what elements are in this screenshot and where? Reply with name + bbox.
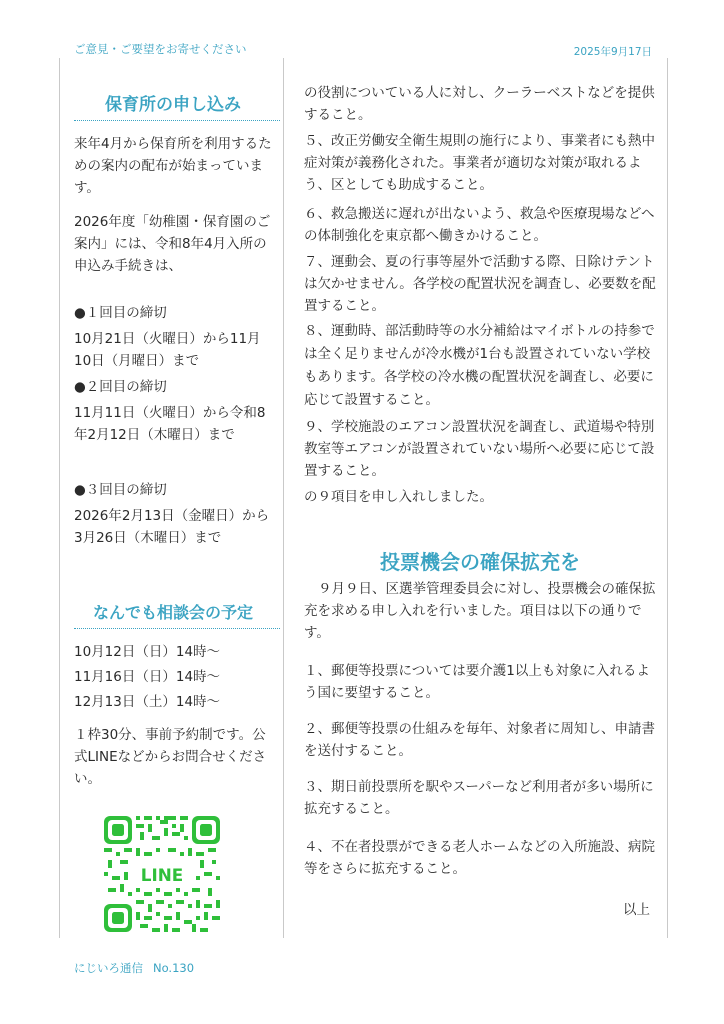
right-border [667, 58, 668, 938]
request-5 [304, 130, 656, 196]
request-7 [304, 251, 656, 317]
consultation-title: なんでも相談会の予定 [92, 603, 253, 622]
request-paragraph: ９、学校施設のエアコン設置状況を調査し、武道場や特別教室等エアコンが設置されていない場所へ必要に応じて設置すること。 [304, 419, 655, 479]
footer [74, 960, 194, 976]
line-qr-code[interactable] [104, 816, 220, 932]
voting-item: ３、期日前投票所を駅やスーパーなど利用者が多い場所に拡充すること。 [304, 779, 654, 817]
issue-number: No.130 [153, 961, 195, 975]
deadline-1 [74, 302, 272, 372]
voting-item: １、郵便等投票については要介護1以上も対象に入れるよう国に要望すること。 [304, 663, 650, 701]
voting-item-4 [304, 836, 656, 880]
title-divider [74, 120, 280, 121]
voting-lead [304, 578, 656, 644]
request-paragraph: の役割についている人に対し、クーラーベストなどを提供すること。 [304, 85, 655, 123]
voting-item-1 [304, 660, 656, 704]
title-divider [74, 628, 280, 629]
request-paragraph: ６、救急搬送に遅れが出ないよう、救急や医療現場などへの体制強化を東京都へ働きかけること。 [304, 206, 655, 244]
voting-item: ４、不在者投票ができる老人ホームなどの入所施設、病院等をさらに拡充すること。 [304, 839, 655, 877]
nursery-intro [74, 133, 272, 199]
voting-opportunity-title: 投票機会の確保拡充を [380, 550, 580, 574]
issue-date: 2025年9月17日 [573, 46, 652, 58]
summary-paragraph: の９項目を申し入れしました。 [304, 489, 493, 505]
request-paragraph: ５、改正労働安全衛生規則の施行により、事業者にも熱中症対策が義務化された。事業者が適切な対策が取れるよう、区としても助成すること。 [304, 133, 655, 193]
consultation-note [74, 724, 272, 790]
schedule-item: 10月12日（日）14時～ [74, 644, 221, 660]
request-paragraph: ７、運動会、夏の行事等屋外で活動する際、日除けテントは欠かせません。各学校の配置状況を調査し、必要数を配置すること。 [304, 254, 656, 314]
request-summary [304, 486, 656, 508]
request-paragraph: ８、運動時、部活動時等の水分補給はマイボトルの持参では全く足りませんが冷水機が1台も設置されていない学校もあります。各学校の冷水機の配置状況を調査し、必要に応じて設置すること。 [304, 323, 655, 408]
schedule-item: 12月13日（土）14時～ [74, 694, 221, 710]
deadline-3 [74, 479, 272, 549]
deadline-text: 2026年2月13日（金曜日）から3月26日（木曜日）まで [74, 508, 270, 546]
guide-paragraph: 2026年度「幼稚園・保育園のご案内」には、令和8年4月入所の申込み手続きは、 [74, 214, 271, 274]
schedule-item: 11月16日（日）14時～ [74, 669, 221, 685]
request-6 [304, 203, 656, 247]
deadline-label: ●３回目の締切 [74, 482, 167, 498]
voting-item: ２、郵便等投票の仕組みを毎年、対象者に周知し、申請書を送付すること。 [304, 721, 655, 759]
newsletter-title: にじいろ通信 [74, 961, 143, 975]
column-divider [283, 58, 284, 938]
deadline-label: ●２回目の締切 [74, 379, 167, 395]
deadline-label: ●１回目の締切 [74, 305, 167, 321]
header-request-text: ご意見・ご要望をお寄せください [74, 42, 247, 56]
deadline-2 [74, 376, 272, 446]
request-9 [304, 416, 656, 482]
left-border [59, 58, 60, 938]
deadline-text: 11月11日（火曜日）から令和8年2月12日（木曜日）まで [74, 405, 266, 443]
end-mark: 以上 [623, 902, 650, 918]
consultation-schedule [74, 640, 272, 715]
lead-paragraph: ９月９日、区選挙管理委員会に対し、投票機会の確保拡充を求める申し入れを行いました。項目は以下の通りです。 [304, 581, 656, 641]
note-paragraph: １枠30分、事前予約制です。公式LINEなどからお問合せください。 [74, 727, 267, 787]
voting-item-3 [304, 776, 656, 820]
nursery-application-title: 保育所の申し込み [105, 95, 241, 115]
request-8 [304, 320, 656, 412]
nursery-guide [74, 211, 272, 277]
voting-item-2 [304, 718, 656, 762]
line-logo-text: LINE [140, 865, 184, 886]
deadline-text: 10月21日（火曜日）から11月10日（月曜日）まで [74, 331, 261, 369]
requests-continued [304, 82, 656, 126]
intro-paragraph: 来年4月から保育所を利用するための案内の配布が始まっています。 [74, 136, 272, 196]
